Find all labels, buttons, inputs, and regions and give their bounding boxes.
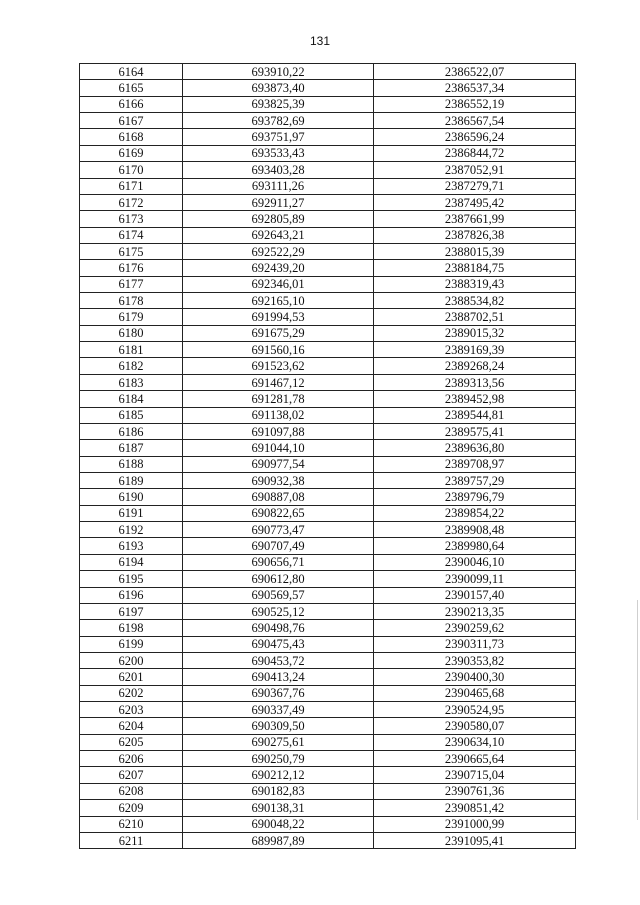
- page-number: 131: [309, 34, 331, 48]
- table-row: [80, 816, 576, 832]
- x-coordinate-cell: 690569,57: [183, 587, 374, 603]
- coordinates-table-body: [80, 64, 576, 849]
- table-row: [80, 587, 576, 603]
- table-row: [80, 211, 576, 227]
- point-number-cell: 6166: [80, 96, 183, 112]
- x-coordinate-cell: 692911,27: [183, 194, 374, 210]
- point-number-cell: 6198: [80, 620, 183, 636]
- y-coordinate-cell: 2389708,97: [374, 456, 576, 472]
- table-row: [80, 407, 576, 423]
- y-coordinate-cell: 2386567,54: [374, 113, 576, 129]
- x-coordinate-cell: 690250,79: [183, 751, 374, 767]
- y-coordinate-cell: 2387052,91: [374, 162, 576, 178]
- x-coordinate-cell: 690498,76: [183, 620, 374, 636]
- table-row: [80, 423, 576, 439]
- point-number-cell: 6177: [80, 276, 183, 292]
- point-number-cell: 6185: [80, 407, 183, 423]
- scan-edge-mark: [637, 600, 638, 820]
- point-number-cell: 6182: [80, 358, 183, 374]
- y-coordinate-cell: 2389544,81: [374, 407, 576, 423]
- x-coordinate-cell: 691044,10: [183, 440, 374, 456]
- point-number-cell: 6204: [80, 718, 183, 734]
- x-coordinate-cell: 690887,08: [183, 489, 374, 505]
- table-row: [80, 440, 576, 456]
- x-coordinate-cell: 690275,61: [183, 734, 374, 750]
- table-row: [80, 522, 576, 538]
- table-row: [80, 391, 576, 407]
- x-coordinate-cell: 692346,01: [183, 276, 374, 292]
- table-row: [80, 767, 576, 783]
- point-number-cell: 6202: [80, 685, 183, 701]
- x-coordinate-cell: 693403,28: [183, 162, 374, 178]
- x-coordinate-cell: 692522,29: [183, 243, 374, 259]
- point-number-cell: 6172: [80, 194, 183, 210]
- table-row: [80, 832, 576, 848]
- table-row: [80, 358, 576, 374]
- point-number-cell: 6188: [80, 456, 183, 472]
- y-coordinate-cell: 2390761,36: [374, 783, 576, 799]
- y-coordinate-cell: 2391095,41: [374, 832, 576, 848]
- point-number-cell: 6165: [80, 80, 183, 96]
- x-coordinate-cell: 691138,02: [183, 407, 374, 423]
- point-number-cell: 6164: [80, 64, 183, 80]
- table-row: [80, 243, 576, 259]
- table-row: [80, 783, 576, 799]
- y-coordinate-cell: 2389980,64: [374, 538, 576, 554]
- point-number-cell: 6201: [80, 669, 183, 685]
- table-row: [80, 603, 576, 619]
- y-coordinate-cell: 2389313,56: [374, 374, 576, 390]
- y-coordinate-cell: 2388184,75: [374, 260, 576, 276]
- table-row: [80, 456, 576, 472]
- x-coordinate-cell: 693751,97: [183, 129, 374, 145]
- table-row: [80, 293, 576, 309]
- x-coordinate-cell: 690612,80: [183, 571, 374, 587]
- x-coordinate-cell: 690822,65: [183, 505, 374, 521]
- point-number-cell: 6181: [80, 342, 183, 358]
- y-coordinate-cell: 2386522,07: [374, 64, 576, 80]
- table-row: [80, 113, 576, 129]
- point-number-cell: 6179: [80, 309, 183, 325]
- y-coordinate-cell: 2389015,32: [374, 325, 576, 341]
- x-coordinate-cell: 690932,38: [183, 472, 374, 488]
- table-row: [80, 178, 576, 194]
- table-row: [80, 636, 576, 652]
- table-row: [80, 276, 576, 292]
- table-row: [80, 342, 576, 358]
- table-row: [80, 702, 576, 718]
- y-coordinate-cell: 2390311,73: [374, 636, 576, 652]
- point-number-cell: 6195: [80, 571, 183, 587]
- x-coordinate-cell: 690707,49: [183, 538, 374, 554]
- coordinates-table: [79, 63, 576, 849]
- point-number-cell: 6168: [80, 129, 183, 145]
- y-coordinate-cell: 2388702,51: [374, 309, 576, 325]
- table-row: [80, 80, 576, 96]
- point-number-cell: 6209: [80, 800, 183, 816]
- point-number-cell: 6167: [80, 113, 183, 129]
- point-number-cell: 6208: [80, 783, 183, 799]
- x-coordinate-cell: 693111,26: [183, 178, 374, 194]
- point-number-cell: 6197: [80, 603, 183, 619]
- point-number-cell: 6200: [80, 652, 183, 668]
- x-coordinate-cell: 693533,43: [183, 145, 374, 161]
- table-row: [80, 260, 576, 276]
- y-coordinate-cell: 2391000,99: [374, 816, 576, 832]
- table-row: [80, 669, 576, 685]
- y-coordinate-cell: 2390524,95: [374, 702, 576, 718]
- table-row: [80, 145, 576, 161]
- y-coordinate-cell: 2390400,30: [374, 669, 576, 685]
- y-coordinate-cell: 2390259,62: [374, 620, 576, 636]
- y-coordinate-cell: 2390715,04: [374, 767, 576, 783]
- point-number-cell: 6170: [80, 162, 183, 178]
- y-coordinate-cell: 2389575,41: [374, 423, 576, 439]
- x-coordinate-cell: 690453,72: [183, 652, 374, 668]
- point-number-cell: 6175: [80, 243, 183, 259]
- y-coordinate-cell: 2389796,79: [374, 489, 576, 505]
- point-number-cell: 6205: [80, 734, 183, 750]
- x-coordinate-cell: 690977,54: [183, 456, 374, 472]
- x-coordinate-cell: 691097,88: [183, 423, 374, 439]
- x-coordinate-cell: 689987,89: [183, 832, 374, 848]
- x-coordinate-cell: 690773,47: [183, 522, 374, 538]
- x-coordinate-cell: 691994,53: [183, 309, 374, 325]
- point-number-cell: 6207: [80, 767, 183, 783]
- table-row: [80, 685, 576, 701]
- point-number-cell: 6187: [80, 440, 183, 456]
- y-coordinate-cell: 2389854,22: [374, 505, 576, 521]
- x-coordinate-cell: 692805,89: [183, 211, 374, 227]
- point-number-cell: 6196: [80, 587, 183, 603]
- point-number-cell: 6203: [80, 702, 183, 718]
- point-number-cell: 6184: [80, 391, 183, 407]
- y-coordinate-cell: 2390046,10: [374, 554, 576, 570]
- y-coordinate-cell: 2388015,39: [374, 243, 576, 259]
- table-row: [80, 194, 576, 210]
- point-number-cell: 6191: [80, 505, 183, 521]
- point-number-cell: 6183: [80, 374, 183, 390]
- table-row: [80, 505, 576, 521]
- x-coordinate-cell: 691675,29: [183, 325, 374, 341]
- x-coordinate-cell: 692165,10: [183, 293, 374, 309]
- y-coordinate-cell: 2389636,80: [374, 440, 576, 456]
- point-number-cell: 6192: [80, 522, 183, 538]
- y-coordinate-cell: 2390665,64: [374, 751, 576, 767]
- table-row: [80, 489, 576, 505]
- y-coordinate-cell: 2389268,24: [374, 358, 576, 374]
- y-coordinate-cell: 2388534,82: [374, 293, 576, 309]
- y-coordinate-cell: 2390353,82: [374, 652, 576, 668]
- point-number-cell: 6186: [80, 423, 183, 439]
- y-coordinate-cell: 2389757,29: [374, 472, 576, 488]
- x-coordinate-cell: 691523,62: [183, 358, 374, 374]
- x-coordinate-cell: 691560,16: [183, 342, 374, 358]
- y-coordinate-cell: 2387279,71: [374, 178, 576, 194]
- point-number-cell: 6194: [80, 554, 183, 570]
- point-number-cell: 6190: [80, 489, 183, 505]
- table-row: [80, 538, 576, 554]
- x-coordinate-cell: 691281,78: [183, 391, 374, 407]
- point-number-cell: 6176: [80, 260, 183, 276]
- y-coordinate-cell: 2388319,43: [374, 276, 576, 292]
- x-coordinate-cell: 690138,31: [183, 800, 374, 816]
- y-coordinate-cell: 2386844,72: [374, 145, 576, 161]
- y-coordinate-cell: 2386552,19: [374, 96, 576, 112]
- y-coordinate-cell: 2386596,24: [374, 129, 576, 145]
- y-coordinate-cell: 2387826,38: [374, 227, 576, 243]
- y-coordinate-cell: 2387661,99: [374, 211, 576, 227]
- point-number-cell: 6174: [80, 227, 183, 243]
- y-coordinate-cell: 2390465,68: [374, 685, 576, 701]
- x-coordinate-cell: 693782,69: [183, 113, 374, 129]
- x-coordinate-cell: 690367,76: [183, 685, 374, 701]
- point-number-cell: 6189: [80, 472, 183, 488]
- table-row: [80, 734, 576, 750]
- table-row: [80, 554, 576, 570]
- x-coordinate-cell: 693910,22: [183, 64, 374, 80]
- x-coordinate-cell: 690048,22: [183, 816, 374, 832]
- x-coordinate-cell: 690413,24: [183, 669, 374, 685]
- point-number-cell: 6206: [80, 751, 183, 767]
- table-row: [80, 718, 576, 734]
- point-number-cell: 6173: [80, 211, 183, 227]
- table-row: [80, 652, 576, 668]
- x-coordinate-cell: 690212,12: [183, 767, 374, 783]
- y-coordinate-cell: 2390580,07: [374, 718, 576, 734]
- point-number-cell: 6210: [80, 816, 183, 832]
- y-coordinate-cell: 2390213,35: [374, 603, 576, 619]
- y-coordinate-cell: 2390099,11: [374, 571, 576, 587]
- table-row: [80, 96, 576, 112]
- y-coordinate-cell: 2389452,98: [374, 391, 576, 407]
- point-number-cell: 6169: [80, 145, 183, 161]
- table-row: [80, 64, 576, 80]
- x-coordinate-cell: 690656,71: [183, 554, 374, 570]
- x-coordinate-cell: 692643,21: [183, 227, 374, 243]
- table-row: [80, 571, 576, 587]
- x-coordinate-cell: 690475,43: [183, 636, 374, 652]
- y-coordinate-cell: 2386537,34: [374, 80, 576, 96]
- point-number-cell: 6180: [80, 325, 183, 341]
- point-number-cell: 6199: [80, 636, 183, 652]
- x-coordinate-cell: 692439,20: [183, 260, 374, 276]
- table-row: [80, 325, 576, 341]
- table-row: [80, 129, 576, 145]
- x-coordinate-cell: 693873,40: [183, 80, 374, 96]
- x-coordinate-cell: 690182,83: [183, 783, 374, 799]
- x-coordinate-cell: 690525,12: [183, 603, 374, 619]
- table-row: [80, 800, 576, 816]
- y-coordinate-cell: 2389908,48: [374, 522, 576, 538]
- table-row: [80, 227, 576, 243]
- y-coordinate-cell: 2390157,40: [374, 587, 576, 603]
- table-row: [80, 309, 576, 325]
- table-row: [80, 751, 576, 767]
- x-coordinate-cell: 690337,49: [183, 702, 374, 718]
- y-coordinate-cell: 2389169,39: [374, 342, 576, 358]
- point-number-cell: 6211: [80, 832, 183, 848]
- x-coordinate-cell: 690309,50: [183, 718, 374, 734]
- x-coordinate-cell: 693825,39: [183, 96, 374, 112]
- point-number-cell: 6171: [80, 178, 183, 194]
- y-coordinate-cell: 2387495,42: [374, 194, 576, 210]
- y-coordinate-cell: 2390634,10: [374, 734, 576, 750]
- table-row: [80, 162, 576, 178]
- table-row: [80, 374, 576, 390]
- table-row: [80, 472, 576, 488]
- x-coordinate-cell: 691467,12: [183, 374, 374, 390]
- point-number-cell: 6193: [80, 538, 183, 554]
- y-coordinate-cell: 2390851,42: [374, 800, 576, 816]
- point-number-cell: 6178: [80, 293, 183, 309]
- table-row: [80, 620, 576, 636]
